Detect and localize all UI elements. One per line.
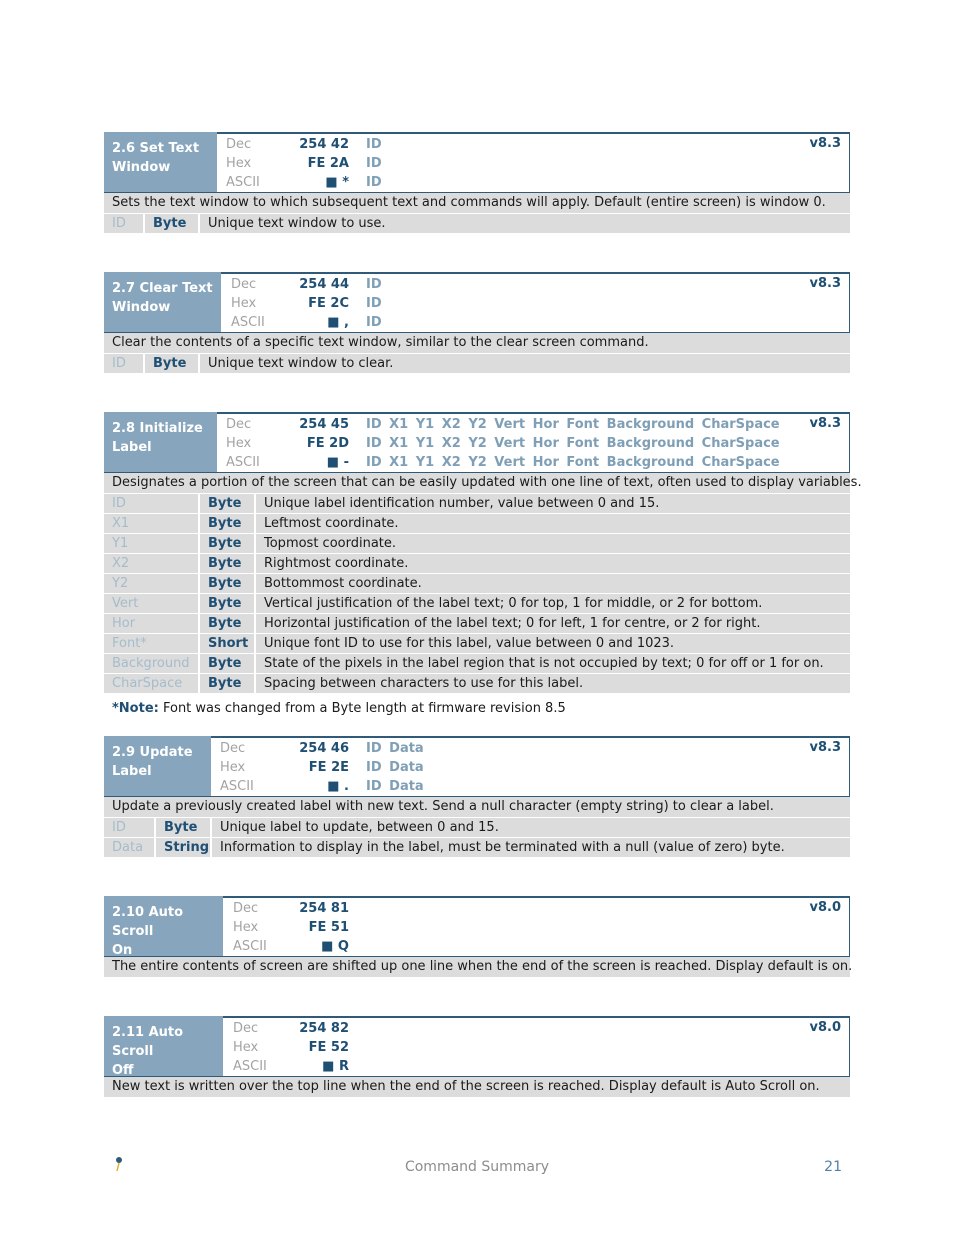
version-badge: v8.0 (809, 900, 841, 915)
ascii-value: ■ - (326, 455, 349, 470)
param-type: Byte (200, 614, 256, 633)
command-description: Update a previously created label with new text. Send a null character (empty string) to clear a label. (104, 796, 850, 817)
param-row (104, 573, 850, 593)
param-row (104, 593, 850, 613)
command-block-2-6 (104, 132, 850, 233)
command-block-2-8 (104, 412, 862, 693)
hex-label: Hex (226, 436, 252, 451)
command-header (104, 896, 850, 956)
param-desc: Topmost coordinate. (264, 536, 397, 551)
title-line-1: 2.10 Auto Scroll (112, 905, 184, 939)
param-type: Byte (200, 494, 256, 513)
param-name: X2 (104, 554, 200, 573)
title-line-1: 2.8 Initialize (112, 421, 203, 436)
param-type: Byte (200, 654, 256, 673)
ascii-value: ■ R (322, 1059, 349, 1074)
params-line: ID X1 Y1 X2 Y2 Vert Hor Font Background CharSpace (366, 455, 780, 470)
title-line-1: 2.9 Update (112, 745, 193, 760)
note-text: Font was changed from a Byte length at firmware revision 8.5 (158, 701, 566, 716)
hex-label: Hex (231, 296, 257, 311)
param-desc: Information to display in the label, must be terminated with a null (value of zero) byte. (220, 840, 785, 855)
param-name: Background (104, 654, 200, 673)
command-title (104, 1016, 223, 1076)
command-description: Clear the contents of a specific text window, similar to the clear screen command. (104, 332, 850, 353)
params-line: ID (366, 156, 382, 171)
param-desc: Leftmost coordinate. (264, 516, 399, 531)
ascii-label: ASCII (226, 455, 260, 470)
param-row (104, 817, 850, 837)
command-title (104, 412, 217, 472)
version-badge: v8.3 (809, 740, 841, 755)
param-row (104, 513, 850, 533)
param-name: Vert (104, 594, 200, 613)
param-desc: Unique font ID to use for this label, value between 0 and 1023. (264, 636, 675, 651)
title-line-2: Label (112, 440, 152, 455)
param-desc: Rightmost coordinate. (264, 556, 409, 571)
command-header (104, 412, 850, 472)
dec-label: Dec (231, 277, 257, 292)
param-type: Byte (156, 818, 212, 837)
params-line: ID (366, 137, 382, 152)
param-desc: Spacing between characters to use for this label. (264, 676, 584, 691)
title-line-2: Window (112, 160, 171, 175)
title-line-1: 2.11 Auto Scroll (112, 1025, 184, 1059)
ascii-label: ASCII (233, 939, 267, 954)
dec-label: Dec (233, 1021, 259, 1036)
param-type: String (156, 838, 212, 857)
param-name: ID (104, 494, 200, 513)
param-name: Y1 (104, 534, 200, 553)
version-badge: v8.3 (809, 276, 841, 291)
ascii-value: ■ * (325, 175, 349, 190)
param-type: Byte (200, 554, 256, 573)
dec-value: 254 46 (299, 741, 349, 756)
params-line: ID Data (366, 779, 424, 794)
dec-value: 254 81 (299, 901, 349, 916)
version-badge: v8.3 (809, 136, 841, 151)
command-block-2-9 (104, 736, 850, 857)
param-row (104, 613, 850, 633)
hex-value: FE 2E (308, 760, 349, 775)
hex-value: FE 2A (307, 156, 349, 171)
params-line: ID X1 Y1 X2 Y2 Vert Hor Font Background CharSpace (366, 417, 780, 432)
param-desc: Unique text window to use. (208, 216, 386, 231)
dec-label: Dec (226, 137, 252, 152)
param-row (104, 673, 850, 693)
command-title (104, 272, 221, 332)
command-description: New text is written over the top line when the end of the screen is reached. Display default is Auto Scroll on. (104, 1076, 850, 1097)
param-name: X1 (104, 514, 200, 533)
params-line: ID (366, 175, 382, 190)
hex-label: Hex (233, 1040, 259, 1055)
command-title (104, 736, 211, 796)
command-block-2-10 (104, 896, 853, 977)
footnote (112, 699, 566, 718)
command-description: The entire contents of screen are shifted up one line when the end of the screen is reached. Display default is on. (104, 956, 850, 977)
param-type: Byte (200, 574, 256, 593)
command-description: Designates a portion of the screen that can be easily updated with one line of text, often used to display variables. (104, 472, 850, 493)
title-line-1: 2.6 Set Text (112, 141, 200, 156)
page-number: 21 (824, 1159, 842, 1175)
version-badge: v8.3 (809, 416, 841, 431)
note-label: *Note: (112, 701, 159, 716)
footer-section-title: Command Summary (404, 1159, 550, 1175)
command-header (104, 272, 850, 332)
param-name: Y2 (104, 574, 200, 593)
param-row (104, 213, 850, 233)
dec-label: Dec (220, 741, 246, 756)
param-name: CharSpace (104, 674, 200, 693)
param-type: Byte (200, 514, 256, 533)
ascii-value: ■ , (327, 315, 349, 330)
hex-value: FE 2C (308, 296, 349, 311)
param-name: ID (104, 214, 145, 233)
command-title (104, 132, 217, 192)
title-line-2: Window (112, 300, 171, 315)
dec-label: Dec (233, 901, 259, 916)
title-line-2: On (112, 943, 133, 958)
param-type: Byte (200, 594, 256, 613)
param-row (104, 837, 850, 857)
param-row (104, 493, 850, 513)
param-name: Data (104, 838, 156, 857)
param-desc: Unique label to update, between 0 and 15. (220, 820, 499, 835)
params-line: ID X1 Y1 X2 Y2 Vert Hor Font Background CharSpace (366, 436, 780, 451)
ascii-value: ■ . (327, 779, 349, 794)
hex-value: FE 51 (308, 920, 349, 935)
hex-label: Hex (220, 760, 246, 775)
params-line: ID (366, 296, 382, 311)
params-line: ID (366, 315, 382, 330)
param-row (104, 633, 850, 653)
param-type: Byte (145, 354, 200, 373)
title-line-2: Label (112, 764, 152, 779)
ascii-label: ASCII (231, 315, 265, 330)
param-desc: Unique text window to clear. (208, 356, 394, 371)
param-name: Font* (104, 634, 200, 653)
command-header (104, 1016, 850, 1076)
param-row (104, 553, 850, 573)
ascii-label: ASCII (226, 175, 260, 190)
title-line-1: 2.7 Clear Text (112, 281, 213, 296)
param-desc: State of the pixels in the label region that is not occupied by text; 0 for off or 1 for on. (264, 656, 824, 671)
hex-value: FE 52 (308, 1040, 349, 1055)
command-block-2-7 (104, 272, 850, 373)
title-line-2: Off (112, 1063, 134, 1078)
ascii-label: ASCII (220, 779, 254, 794)
dec-value: 254 82 (299, 1021, 349, 1036)
param-row (104, 653, 850, 673)
dec-value: 254 45 (299, 417, 349, 432)
param-desc: Unique label identification number, value between 0 and 15. (264, 496, 660, 511)
params-line: ID Data (366, 760, 424, 775)
param-type: Byte (200, 534, 256, 553)
command-description: Sets the text window to which subsequent text and commands will apply. Default (entire screen) is window 0. (104, 192, 850, 213)
param-type: Short (200, 634, 256, 653)
param-name: Hor (104, 614, 200, 633)
hex-label: Hex (233, 920, 259, 935)
dec-label: Dec (226, 417, 252, 432)
param-desc: Bottommost coordinate. (264, 576, 422, 591)
dec-value: 254 44 (299, 277, 349, 292)
param-row (104, 353, 850, 373)
param-row (104, 533, 850, 553)
ascii-label: ASCII (233, 1059, 267, 1074)
params-line: ID (366, 277, 382, 292)
param-type: Byte (200, 674, 256, 693)
param-desc: Vertical justification of the label text; 0 for top, 1 for middle, or 2 for bottom. (264, 596, 763, 611)
version-badge: v8.0 (809, 1020, 841, 1035)
dec-value: 254 42 (299, 137, 349, 152)
command-header (104, 132, 850, 192)
command-header (104, 736, 850, 796)
command-block-2-11 (104, 1016, 850, 1097)
command-title (104, 896, 223, 956)
param-name: ID (104, 818, 156, 837)
hex-value: FE 2D (306, 436, 349, 451)
params-line: ID Data (366, 741, 424, 756)
hex-label: Hex (226, 156, 252, 171)
param-type: Byte (145, 214, 200, 233)
param-desc: Horizontal justification of the label text; 0 for left, 1 for centre, or 2 for right. (264, 616, 761, 631)
ascii-value: ■ Q (321, 939, 349, 954)
param-name: ID (104, 354, 145, 373)
